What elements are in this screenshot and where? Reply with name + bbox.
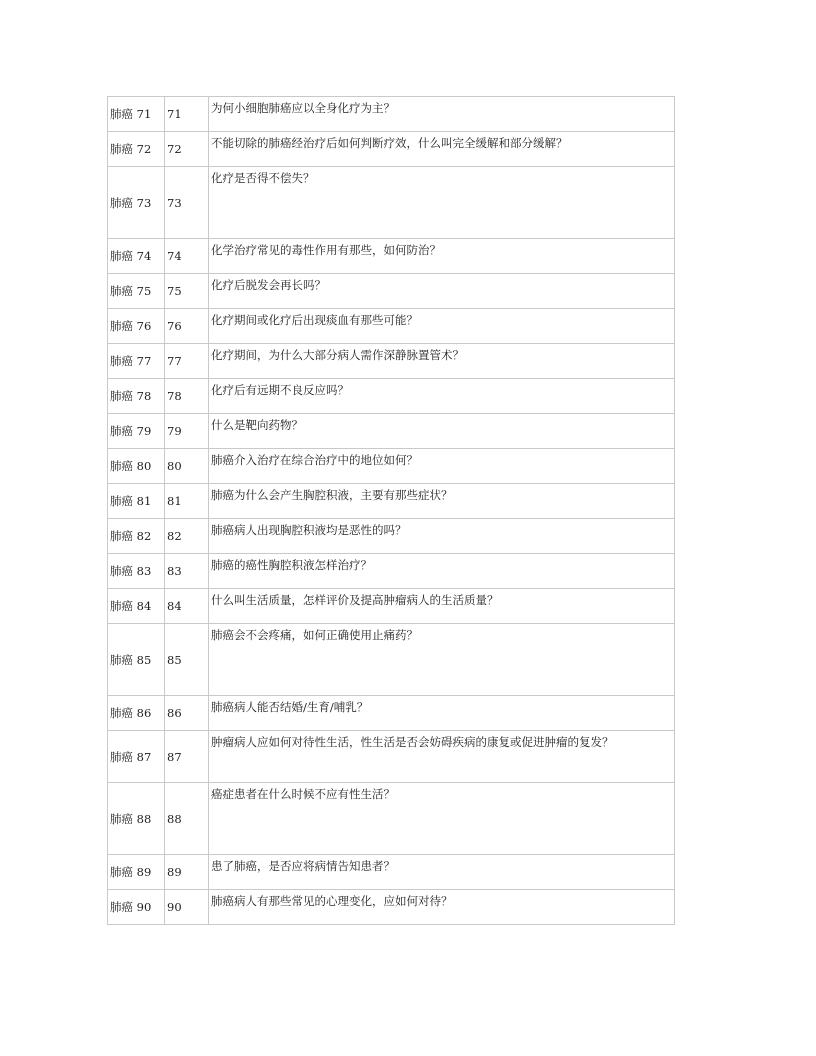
row-question: 肺癌为什么会产生胸腔积液，主要有那些症状？ [209,484,675,519]
table-row [108,855,675,890]
row-label: 肺癌 71 [108,97,165,132]
row-number: 71 [165,97,209,132]
row-number: 75 [165,274,209,309]
row-number: 83 [165,554,209,589]
table-row [108,783,675,855]
table-row [108,344,675,379]
row-question: 肺癌病人能否结婚/生育/哺乳？ [209,696,675,731]
faq-table-body [108,97,675,925]
row-label: 肺癌 84 [108,589,165,624]
row-number: 88 [165,783,209,855]
table-row [108,890,675,925]
row-number: 82 [165,519,209,554]
row-number: 73 [165,167,209,239]
table-row [108,624,675,696]
faq-table [107,96,675,925]
row-number: 76 [165,309,209,344]
table-row [108,239,675,274]
row-question: 肺癌病人出现胸腔积液均是恶性的吗？ [209,519,675,554]
row-question: 肺癌介入治疗在综合治疗中的地位如何？ [209,449,675,484]
row-label: 肺癌 74 [108,239,165,274]
row-label: 肺癌 83 [108,554,165,589]
row-question: 为何小细胞肺癌应以全身化疗为主？ [209,97,675,132]
row-number: 74 [165,239,209,274]
row-question: 癌症患者在什么时候不应有性生活？ [209,783,675,855]
row-label: 肺癌 87 [108,731,165,783]
row-label: 肺癌 73 [108,167,165,239]
row-label: 肺癌 77 [108,344,165,379]
row-number: 81 [165,484,209,519]
row-question: 化疗后有远期不良反应吗？ [209,379,675,414]
row-question: 不能切除的肺癌经治疗后如何判断疗效，什么叫完全缓解和部分缓解？ [209,132,675,167]
row-label: 肺癌 80 [108,449,165,484]
row-question: 什么是靶向药物？ [209,414,675,449]
row-number: 90 [165,890,209,925]
table-row [108,274,675,309]
row-label: 肺癌 82 [108,519,165,554]
row-label: 肺癌 75 [108,274,165,309]
row-label: 肺癌 72 [108,132,165,167]
row-number: 78 [165,379,209,414]
row-question: 化疗期间，为什么大部分病人需作深静脉置管术？ [209,344,675,379]
row-number: 84 [165,589,209,624]
table-row [108,484,675,519]
table-row [108,309,675,344]
row-number: 72 [165,132,209,167]
row-label: 肺癌 81 [108,484,165,519]
row-label: 肺癌 79 [108,414,165,449]
table-row [108,731,675,783]
row-label: 肺癌 90 [108,890,165,925]
table-row [108,519,675,554]
row-question: 肺癌病人有那些常见的心理变化，应如何对待？ [209,890,675,925]
row-question: 化疗期间或化疗后出现痰血有那些可能？ [209,309,675,344]
row-number: 87 [165,731,209,783]
row-question: 肿瘤病人应如何对待性生活，性生活是否会妨碍疾病的康复或促进肿瘤的复发？ [209,731,675,783]
row-question: 肺癌会不会疼痛，如何正确使用止痛药？ [209,624,675,696]
table-row [108,379,675,414]
row-question: 化学治疗常见的毒性作用有那些，如何防治？ [209,239,675,274]
table-row [108,589,675,624]
row-question: 肺癌的癌性胸腔积液怎样治疗？ [209,554,675,589]
row-number: 77 [165,344,209,379]
row-label: 肺癌 78 [108,379,165,414]
row-number: 85 [165,624,209,696]
table-row [108,132,675,167]
row-label: 肺癌 89 [108,855,165,890]
row-question: 化疗是否得不偿失？ [209,167,675,239]
table-row [108,449,675,484]
row-label: 肺癌 76 [108,309,165,344]
row-label: 肺癌 86 [108,696,165,731]
table-row [108,167,675,239]
row-number: 79 [165,414,209,449]
row-question: 患了肺癌，是否应将病情告知患者？ [209,855,675,890]
row-question: 化疗后脱发会再长吗？ [209,274,675,309]
row-number: 86 [165,696,209,731]
row-label: 肺癌 85 [108,624,165,696]
row-number: 80 [165,449,209,484]
row-label: 肺癌 88 [108,783,165,855]
table-row [108,696,675,731]
row-number: 89 [165,855,209,890]
table-row [108,414,675,449]
table-row [108,97,675,132]
table-row [108,554,675,589]
row-question: 什么叫生活质量，怎样评价及提高肿瘤病人的生活质量？ [209,589,675,624]
